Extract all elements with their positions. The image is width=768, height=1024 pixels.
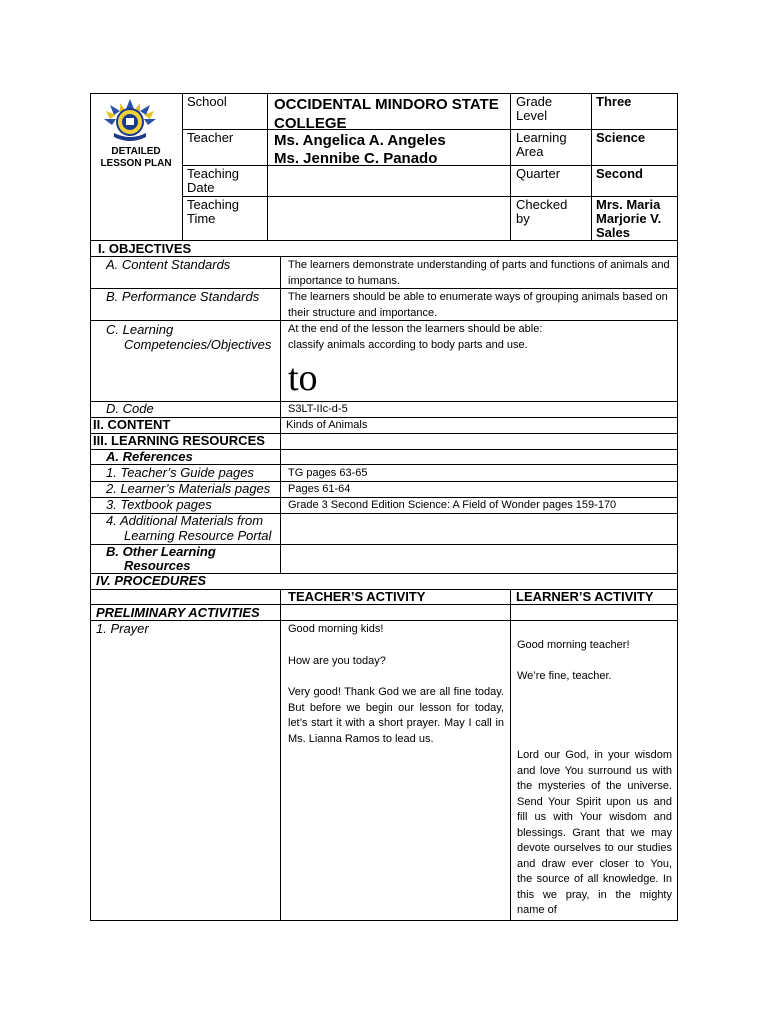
competencies-label-1: C. Learning: [106, 322, 174, 337]
teacher-activity-heading: TEACHER’S ACTIVITY: [288, 589, 426, 604]
teacher-value-2: Ms. Jennibe C. Panado: [274, 150, 438, 167]
competencies-label-2: Competencies/Objectives: [124, 337, 272, 352]
teacher-prayer-intro: Very good! Thank God we are all fine today. But before we begin our lesson for today, let’s start it with a short prayer. May I call in Ms. Lianna Ramos to lead us.: [288, 686, 504, 745]
performance-standards-label: B. Performance Standards: [106, 289, 260, 304]
school-label: School: [187, 94, 227, 109]
teacher-label: Teacher: [187, 130, 234, 145]
references-label: A. References: [106, 449, 193, 464]
additional-label-1: 4. Additional Materials from: [106, 513, 264, 528]
content-heading: II. CONTENT: [93, 417, 171, 432]
checked-label: Checked by: [516, 197, 568, 226]
learner-greeting: Good morning teacher!: [517, 639, 630, 651]
learner-activity-heading: LEARNER’S ACTIVITY: [516, 589, 654, 604]
learner-response: We’re fine, teacher.: [517, 670, 612, 682]
prayer-label: 1. Prayer: [96, 621, 149, 636]
preliminary-heading: PRELIMINARY ACTIVITIES: [96, 605, 260, 620]
tg-label: 1. Teacher’s Guide pages: [106, 465, 254, 480]
lm-label: 2. Learner’s Materials pages: [106, 481, 271, 496]
stray-text: to: [288, 357, 318, 399]
teacher-question: How are you today?: [288, 655, 386, 667]
quarter-label: Quarter: [516, 166, 561, 181]
other-resources-label-2: Resources: [124, 558, 191, 573]
performance-standards-text: The learners should be able to enumerate ways of grouping animals based on their structure and importance.: [288, 291, 668, 319]
tg-value: TG pages 63-65: [288, 467, 368, 479]
textbook-label: 3. Textbook pages: [106, 497, 212, 512]
teacher-greeting: Good morning kids!: [288, 623, 384, 635]
code-label: D. Code: [106, 401, 154, 416]
content-value: Kinds of Animals: [286, 419, 368, 431]
content-standards-text: The learners demonstrate understanding of parts and functions of animals and importance to humans.: [288, 259, 670, 287]
procedures-heading: IV. PROCEDURES: [96, 573, 207, 588]
logo-caption: DETAILED LESSON PLAN: [100, 146, 172, 169]
competencies-text-2: classify animals according to body parts and use.: [288, 339, 528, 351]
area-value: Science: [596, 130, 646, 145]
code-value: S3LT-IIc-d-5: [288, 403, 348, 415]
competencies-text-1: At the end of the lesson the learners should be able:: [288, 323, 543, 335]
time-label: Teaching Time: [187, 197, 240, 226]
other-resources-label-1: B. Other Learning: [106, 544, 216, 559]
content-standards-label: A. Content Standards: [106, 257, 231, 272]
date-label: Teaching Date: [187, 166, 240, 195]
school-value: OCCIDENTAL MINDORO STATE COLLEGE: [274, 96, 499, 132]
teacher-value-1: Ms. Angelica A. Angeles: [274, 132, 446, 149]
college-seal-icon: [100, 95, 160, 145]
grade-value: Three: [596, 94, 632, 109]
lm-value: Pages 61-64: [288, 483, 351, 495]
objectives-heading: I. OBJECTIVES: [98, 241, 192, 256]
quarter-value: Second: [596, 166, 643, 181]
resources-heading: III. LEARNING RESOURCES: [93, 433, 265, 448]
grade-label: Grade Level: [516, 94, 553, 123]
checked-value: Mrs. Maria Marjorie V. Sales: [596, 197, 662, 240]
area-label: Learning Area: [516, 130, 567, 159]
learner-prayer: Lord our God, in your wisdom and love You surround us with the mysteries of the universe. Send Your Spirit upon us and fill us with Your wisdom and blessings. Grant that we may devote ourselves to our studies and draw ever closer to You, the source of all knowledge. In this we pray, in the mighty name of: [517, 749, 672, 916]
textbook-value: Grade 3 Second Edition Science: A Field of Wonder pages 159-170: [288, 499, 617, 511]
additional-label-2: Learning Resource Portal: [124, 528, 272, 543]
